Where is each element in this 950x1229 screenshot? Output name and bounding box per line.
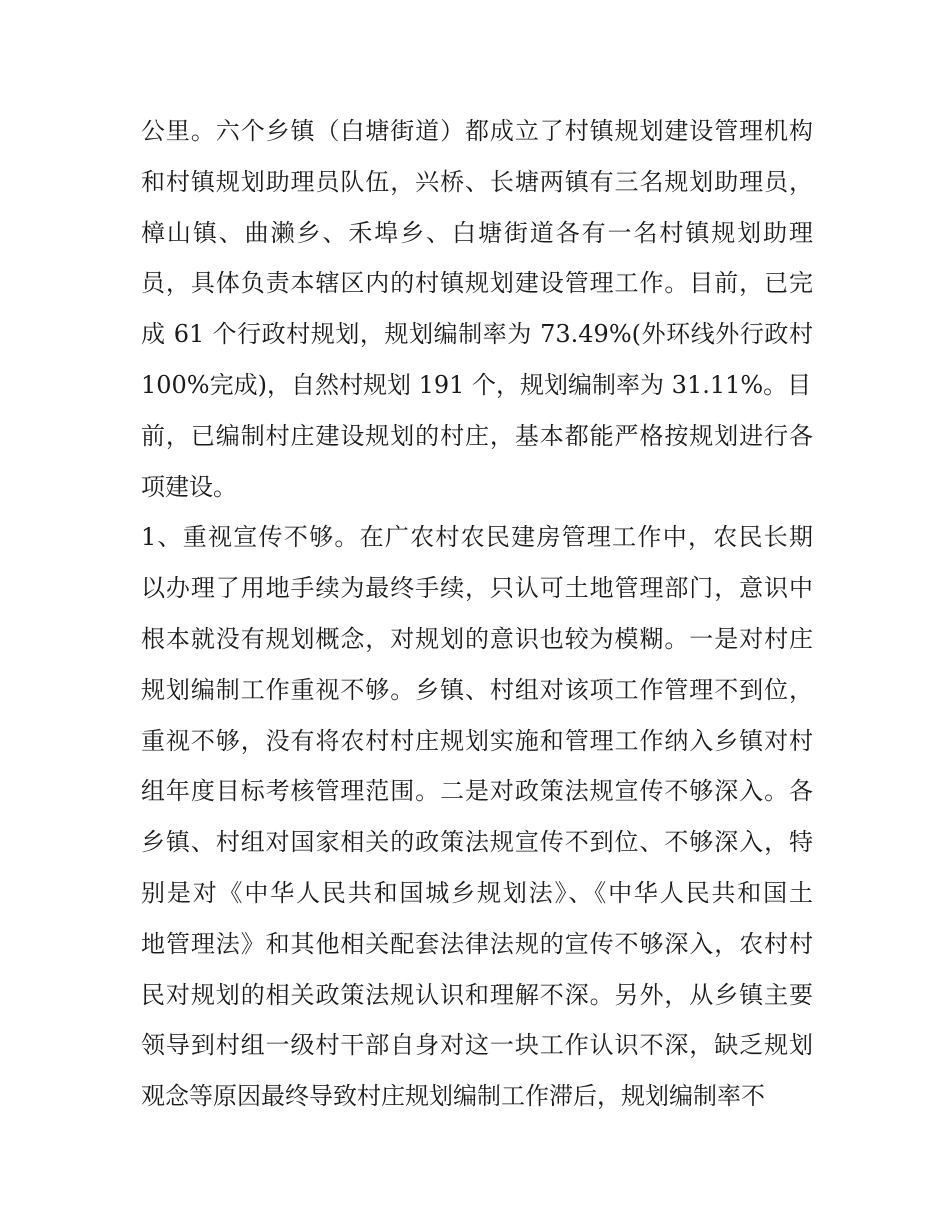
body-text (141, 106, 813, 1122)
text-line: 1、重视宣传不够。在广农村农民建房管理工作中，农民长期 (141, 523, 813, 552)
text-line: 前，已编制村庄建设规划的村庄，基本都能严格按规划进行各 (141, 421, 813, 450)
text-line: 组年度目标考核管理范围。二是对政策法规宣传不够深入。各 (141, 777, 813, 806)
text-line: 领导到村组一级村干部自身对这一块工作认识不深，缺乏规划 (141, 1031, 813, 1060)
text-line: 规划编制工作重视不够。乡镇、村组对该项工作管理不到位， (141, 675, 813, 704)
text-line: 根本就没有规划概念，对规划的意识也较为模糊。一是对村庄 (141, 624, 813, 653)
text-line: 项建设。 (141, 472, 237, 501)
text-line: 重视不够，没有将农村村庄规划实施和管理工作纳入乡镇对村 (141, 726, 813, 755)
text-line: 地管理法》和其他相关配套法律法规的宣传不够深入，农村村 (141, 929, 813, 958)
text-line: 100%完成)，自然村规划 191 个，规划编制率为 31.11%。目 (141, 370, 812, 399)
text-line: 员，具体负责本辖区内的村镇规划建设管理工作。目前，已完 (141, 269, 813, 298)
text-line: 樟山镇、曲濑乡、禾埠乡、白塘街道各有一名村镇规划助理 (141, 218, 813, 247)
text-line: 别是对《中华人民共和国城乡规划法》、《中华人民共和国土 (141, 878, 813, 907)
text-line: 乡镇、村组对国家相关的政策法规宣传不到位、不够深入，特 (141, 828, 813, 857)
text-line: 成 61 个行政村规划，规划编制率为 73.49%(外环线外行政村 (141, 320, 813, 349)
text-line: 和村镇规划助理员队伍，兴桥、长塘两镇有三名规划助理员， (141, 167, 813, 196)
text-line: 公里。六个乡镇（白塘街道）都成立了村镇规划建设管理机构 (141, 117, 813, 145)
text-line: 观念等原因最终导致村庄规划编制工作滞后，规划编制率不 (141, 1082, 765, 1111)
text-line: 民对规划的相关政策法规认识和理解不深。另外，从乡镇主要 (141, 980, 813, 1009)
text-line: 以办理了用地手续为最终手续，只认可土地管理部门，意识中 (141, 574, 813, 603)
